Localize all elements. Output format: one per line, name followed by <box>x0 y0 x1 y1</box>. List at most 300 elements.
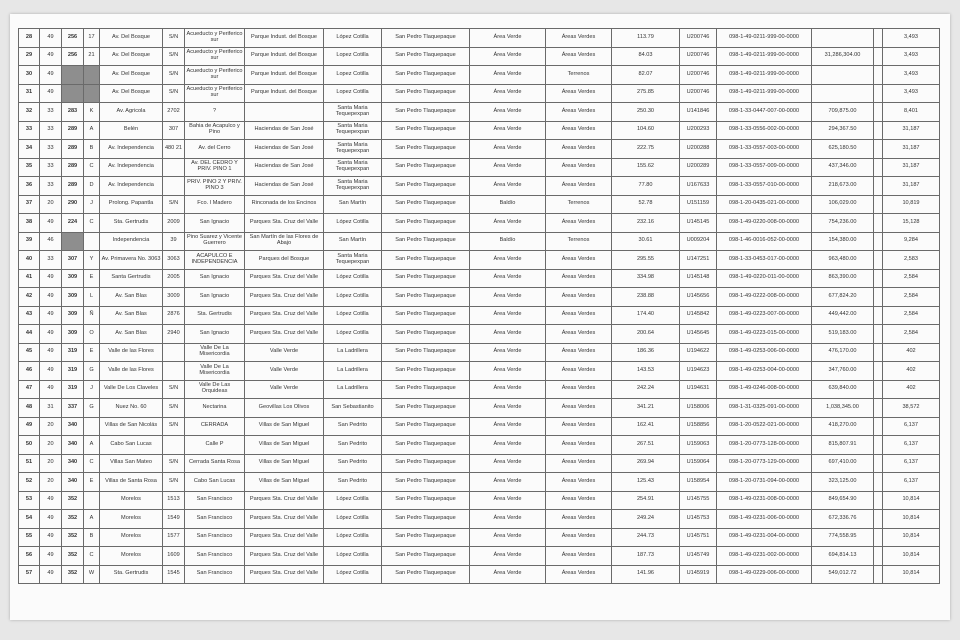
cell-land-use: Área Verde <box>470 417 546 436</box>
cell-value: 323,125.00 <box>812 473 874 492</box>
cell-land-use: Área Verde <box>470 140 546 159</box>
cell-value: 639,840.00 <box>812 380 874 399</box>
cell-colony: López Cotilla <box>324 325 382 344</box>
cell-area: 104.60 <box>612 121 680 140</box>
cell-ext-number <box>163 158 185 177</box>
cell-account-number: U145749 <box>680 547 717 566</box>
cell-block: 256 <box>62 29 84 48</box>
table-row <box>19 399 940 418</box>
cell-ext-number: S/N <box>163 473 185 492</box>
cell-cadastral-key: 098-1-46-0016-052-00-0000 <box>717 232 812 251</box>
cell-zone: 3,493 <box>883 29 940 48</box>
cell-area: 30.61 <box>612 232 680 251</box>
cell-land-use: Área Verde <box>470 510 546 529</box>
cell-row-number: 42 <box>19 288 40 307</box>
cell-value: 476,170.00 <box>812 343 874 362</box>
cell-category: Áreas Verdes <box>546 436 612 455</box>
cell-cadastral-key: 098-1-20-0773-129-00-0000 <box>717 454 812 473</box>
cell-value: 709,875.00 <box>812 103 874 122</box>
cell-lot <box>84 84 100 103</box>
cell-land-use: Área Verde <box>470 343 546 362</box>
cell-colony: Lopez Cotilla <box>324 84 382 103</box>
cell-row-number: 41 <box>19 269 40 288</box>
cell-category: Terrenos <box>546 66 612 85</box>
cell-lot <box>84 491 100 510</box>
cell-street: Av. Del Bosque <box>100 84 163 103</box>
cell-row-number: 50 <box>19 436 40 455</box>
cell-cadastral-key: 098-1-20-0731-094-00-0000 <box>717 473 812 492</box>
cell-land-use: Área Verde <box>470 84 546 103</box>
cell-colony: López Cotilla <box>324 491 382 510</box>
cell-sector: 49 <box>40 306 62 325</box>
cell-account-number: U194622 <box>680 343 717 362</box>
column-spacer <box>874 251 883 270</box>
cell-land-use: Área Verde <box>470 214 546 233</box>
cell-land-use: Área Verde <box>470 251 546 270</box>
table-row <box>19 380 940 399</box>
cell-value <box>812 29 874 48</box>
cell-value: 963,480.00 <box>812 251 874 270</box>
cell-block: 224 <box>62 214 84 233</box>
cell-sector: 49 <box>40 362 62 381</box>
cell-area: 186.36 <box>612 343 680 362</box>
cell-sector: 49 <box>40 528 62 547</box>
cell-ext-number: S/N <box>163 454 185 473</box>
cell-street: Morelos <box>100 491 163 510</box>
cell-street: Av. Del Bosque <box>100 47 163 66</box>
cell-account-number: U145842 <box>680 306 717 325</box>
cell-block: 309 <box>62 306 84 325</box>
cell-street: Morelos <box>100 510 163 529</box>
cell-cadastral-key: 098-1-49-0211-999-00-0000 <box>717 29 812 48</box>
cell-colony: La Ladrillera <box>324 343 382 362</box>
cell-block: 309 <box>62 269 84 288</box>
cell-cadastral-key: 098-1-49-0229-006-00-0000 <box>717 565 812 584</box>
cell-zone: 6,137 <box>883 417 940 436</box>
cell-street: Sta. Gertrudis <box>100 214 163 233</box>
cell-colony: Santa Maria Tequepexpan <box>324 121 382 140</box>
cell-zone: 402 <box>883 362 940 381</box>
cell-area: 113.79 <box>612 29 680 48</box>
column-spacer <box>874 103 883 122</box>
cell-row-number: 40 <box>19 251 40 270</box>
cell-cadastral-key: 098-1-33-0557-003-00-0000 <box>717 140 812 159</box>
cell-category: Áreas Verdes <box>546 29 612 48</box>
cell-lot: E <box>84 269 100 288</box>
cell-block: 352 <box>62 528 84 547</box>
column-spacer <box>874 343 883 362</box>
cell-colony: Lopez Cotilla <box>324 66 382 85</box>
cell-category: Áreas Verdes <box>546 399 612 418</box>
cell-category: Áreas Verdes <box>546 214 612 233</box>
cell-account-number: U194631 <box>680 380 717 399</box>
cell-zone: 402 <box>883 343 940 362</box>
cell-municipality: San Pedro Tlaquepaque <box>382 47 470 66</box>
column-spacer <box>874 214 883 233</box>
cell-sector: 31 <box>40 399 62 418</box>
cell-sector: 33 <box>40 177 62 196</box>
cell-municipality: San Pedro Tlaquepaque <box>382 269 470 288</box>
cell-street: Av. Del Bosque <box>100 29 163 48</box>
cell-zone: 8,401 <box>883 103 940 122</box>
cell-account-number: U158856 <box>680 417 717 436</box>
cell-cadastral-key: 098-1-49-0231-004-00-0000 <box>717 528 812 547</box>
cell-municipality: San Pedro Tlaquepaque <box>382 158 470 177</box>
cell-municipality: San Pedro Tlaquepaque <box>382 473 470 492</box>
cell-row-number: 35 <box>19 158 40 177</box>
cell-ext-number: 1609 <box>163 547 185 566</box>
cell-ext-number: 39 <box>163 232 185 251</box>
cell-colony: López Cotilla <box>324 510 382 529</box>
table-row <box>19 288 940 307</box>
column-spacer <box>874 510 883 529</box>
cell-account-number: U200746 <box>680 66 717 85</box>
cell-ext-number <box>163 362 185 381</box>
cell-cross-streets: San Francisco <box>185 491 245 510</box>
cell-municipality: San Pedro Tlaquepaque <box>382 399 470 418</box>
cell-zone: 6,137 <box>883 454 940 473</box>
cell-sector: 49 <box>40 343 62 362</box>
cell-category: Áreas Verdes <box>546 177 612 196</box>
cell-cadastral-key: 098-1-33-0556-002-00-0000 <box>717 121 812 140</box>
cell-category: Áreas Verdes <box>546 380 612 399</box>
cell-row-number: 54 <box>19 510 40 529</box>
cell-land-use: Área Verde <box>470 325 546 344</box>
cell-subdivision: Parques Sta. Cruz del Valle <box>245 491 324 510</box>
cell-ext-number <box>163 177 185 196</box>
column-spacer <box>874 288 883 307</box>
cell-cross-streets: Cabo San Lucas <box>185 473 245 492</box>
cell-category: Áreas Verdes <box>546 306 612 325</box>
cell-land-use: Área Verde <box>470 103 546 122</box>
cell-colony: San Pedrito <box>324 473 382 492</box>
table-row <box>19 473 940 492</box>
cell-value: 677,824.20 <box>812 288 874 307</box>
cell-area: 187.73 <box>612 547 680 566</box>
table-row <box>19 195 940 214</box>
table-row <box>19 565 940 584</box>
cell-municipality: San Pedro Tlaquepaque <box>382 232 470 251</box>
cell-municipality: San Pedro Tlaquepaque <box>382 251 470 270</box>
cell-cross-streets: Bahia de Acapulco y Pino <box>185 121 245 140</box>
cell-municipality: San Pedro Tlaquepaque <box>382 177 470 196</box>
cell-account-number: U009204 <box>680 232 717 251</box>
cell-value: 106,029.00 <box>812 195 874 214</box>
cell-block: 352 <box>62 547 84 566</box>
cell-sector: 49 <box>40 565 62 584</box>
cell-land-use: Área Verde <box>470 121 546 140</box>
cell-block <box>62 66 84 85</box>
cell-subdivision: Haciendas de San José <box>245 177 324 196</box>
cell-value: 154,380.00 <box>812 232 874 251</box>
cell-municipality: San Pedro Tlaquepaque <box>382 380 470 399</box>
cell-sector: 33 <box>40 103 62 122</box>
cell-block: 319 <box>62 380 84 399</box>
table-row <box>19 140 940 159</box>
cell-street: Av. Independencia <box>100 140 163 159</box>
cell-area: 232.16 <box>612 214 680 233</box>
cell-area: 244.73 <box>612 528 680 547</box>
column-spacer <box>874 362 883 381</box>
cell-value: 31,286,304.00 <box>812 47 874 66</box>
cell-account-number: U145751 <box>680 528 717 547</box>
cell-zone: 9,284 <box>883 232 940 251</box>
cell-area: 143.53 <box>612 362 680 381</box>
cell-block: 309 <box>62 288 84 307</box>
cell-lot: J <box>84 195 100 214</box>
cell-ext-number: 1513 <box>163 491 185 510</box>
cell-land-use: Área Verde <box>470 565 546 584</box>
cell-municipality: San Pedro Tlaquepaque <box>382 66 470 85</box>
cell-sector: 46 <box>40 232 62 251</box>
cell-category: Áreas Verdes <box>546 510 612 529</box>
cell-area: 200.64 <box>612 325 680 344</box>
cell-municipality: San Pedro Tlaquepaque <box>382 288 470 307</box>
cell-zone: 10,814 <box>883 547 940 566</box>
cell-area: 242.24 <box>612 380 680 399</box>
cell-cadastral-key: 098-1-49-0231-002-00-0000 <box>717 547 812 566</box>
cell-colony: Santa Maria Tequepexpan <box>324 251 382 270</box>
cell-ext-number: S/N <box>163 84 185 103</box>
cell-block: 352 <box>62 565 84 584</box>
cell-row-number: 37 <box>19 195 40 214</box>
cell-land-use: Área Verde <box>470 288 546 307</box>
cell-sector: 49 <box>40 214 62 233</box>
cell-account-number: U141846 <box>680 103 717 122</box>
cell-account-number: U167633 <box>680 177 717 196</box>
cell-colony: Lopez Cotilla <box>324 47 382 66</box>
cell-street: Av. San Blas <box>100 288 163 307</box>
cell-subdivision: Parques del Bosque <box>245 251 324 270</box>
cell-category: Áreas Verdes <box>546 288 612 307</box>
scanned-document-page <box>10 14 950 620</box>
cell-lot: E <box>84 343 100 362</box>
cell-colony: López Cotilla <box>324 214 382 233</box>
cell-colony: San Martín <box>324 195 382 214</box>
cell-land-use: Área Verde <box>470 528 546 547</box>
cell-colony: San Martín <box>324 232 382 251</box>
cell-zone: 2,584 <box>883 269 940 288</box>
cell-area: 267.51 <box>612 436 680 455</box>
cell-subdivision: Villas de San Miguel <box>245 473 324 492</box>
cell-lot: B <box>84 140 100 159</box>
cell-sector: 33 <box>40 140 62 159</box>
cell-cadastral-key: 098-1-33-0453-017-00-0000 <box>717 251 812 270</box>
cell-sector: 49 <box>40 547 62 566</box>
cell-land-use: Baldío <box>470 195 546 214</box>
cell-ext-number: 1577 <box>163 528 185 547</box>
cell-value: 863,390.00 <box>812 269 874 288</box>
cell-subdivision: Valle Verde <box>245 343 324 362</box>
cell-land-use: Área Verde <box>470 177 546 196</box>
cell-municipality: San Pedro Tlaquepaque <box>382 84 470 103</box>
cell-municipality: San Pedro Tlaquepaque <box>382 214 470 233</box>
cell-subdivision: Parque Indust. del Bosque <box>245 47 324 66</box>
cell-subdivision: Parques Sta. Cruz del Valle <box>245 528 324 547</box>
cell-area: 162.41 <box>612 417 680 436</box>
cell-ext-number: 1549 <box>163 510 185 529</box>
table-row <box>19 528 940 547</box>
cell-block: 352 <box>62 491 84 510</box>
cell-zone: 10,814 <box>883 491 940 510</box>
cell-subdivision: Haciendas de San José <box>245 140 324 159</box>
table-row <box>19 269 940 288</box>
cell-land-use: Área Verde <box>470 436 546 455</box>
column-spacer <box>874 528 883 547</box>
cell-street: Villas de San Nicolás <box>100 417 163 436</box>
cell-sector: 49 <box>40 380 62 399</box>
cell-zone: 10,819 <box>883 195 940 214</box>
cell-zone: 2,583 <box>883 251 940 270</box>
cell-cadastral-key: 098-1-49-0211-999-00-0000 <box>717 84 812 103</box>
cell-colony: San Sebastianito <box>324 399 382 418</box>
cell-cadastral-key: 098-1-49-0223-015-00-0000 <box>717 325 812 344</box>
cell-lot: O <box>84 325 100 344</box>
table-row <box>19 547 940 566</box>
cell-cadastral-key: 098-1-49-0220-008-00-0000 <box>717 214 812 233</box>
cell-lot: C <box>84 547 100 566</box>
cell-street: Villas San Mateo <box>100 454 163 473</box>
cell-category: Áreas Verdes <box>546 547 612 566</box>
column-spacer <box>874 84 883 103</box>
column-spacer <box>874 177 883 196</box>
cell-value: 672,336.76 <box>812 510 874 529</box>
cell-cross-streets: San Francisco <box>185 565 245 584</box>
cell-subdivision: Parques Sta. Cruz del Valle <box>245 214 324 233</box>
cell-row-number: 52 <box>19 473 40 492</box>
table-row <box>19 417 940 436</box>
cell-land-use: Área Verde <box>470 29 546 48</box>
cell-colony: San Pedrito <box>324 417 382 436</box>
cell-cadastral-key: 098-1-49-0253-006-00-0000 <box>717 343 812 362</box>
column-spacer <box>874 66 883 85</box>
cell-subdivision: Parques Sta. Cruz del Valle <box>245 510 324 529</box>
cell-cadastral-key: 098-1-49-0231-006-00-0000 <box>717 510 812 529</box>
cell-subdivision: Parques Sta. Cruz del Valle <box>245 269 324 288</box>
table-row <box>19 103 940 122</box>
cell-lot: E <box>84 473 100 492</box>
cell-street: Av. Primavera No. 3063 <box>100 251 163 270</box>
cell-ext-number: S/N <box>163 29 185 48</box>
table-row <box>19 362 940 381</box>
cell-zone: 402 <box>883 380 940 399</box>
column-spacer <box>874 436 883 455</box>
table-row <box>19 454 940 473</box>
cell-category: Áreas Verdes <box>546 269 612 288</box>
cell-row-number: 43 <box>19 306 40 325</box>
cell-lot: A <box>84 436 100 455</box>
cell-cross-streets: Valle De Las Orquideas <box>185 380 245 399</box>
cell-lot: G <box>84 362 100 381</box>
cell-lot: L <box>84 288 100 307</box>
column-spacer <box>874 158 883 177</box>
cell-ext-number: 480 21 <box>163 140 185 159</box>
cell-cadastral-key: 098-1-49-0223-007-00-0000 <box>717 306 812 325</box>
cell-lot: D <box>84 177 100 196</box>
cell-block: 289 <box>62 158 84 177</box>
cell-area: 254.91 <box>612 491 680 510</box>
cell-area: 249.24 <box>612 510 680 529</box>
table-row <box>19 343 940 362</box>
cell-row-number: 33 <box>19 121 40 140</box>
cell-category: Áreas Verdes <box>546 47 612 66</box>
cell-row-number: 57 <box>19 565 40 584</box>
cell-municipality: San Pedro Tlaquepaque <box>382 140 470 159</box>
cell-area: 222.75 <box>612 140 680 159</box>
cell-lot: W <box>84 565 100 584</box>
column-spacer <box>874 417 883 436</box>
cell-colony: La Ladrillera <box>324 362 382 381</box>
cell-account-number: U200746 <box>680 84 717 103</box>
cell-account-number: U145753 <box>680 510 717 529</box>
cell-municipality: San Pedro Tlaquepaque <box>382 325 470 344</box>
cell-cross-streets: Av. DEL CEDRO Y PRIV. PINO 1 <box>185 158 245 177</box>
cell-cross-streets: Nectarina <box>185 399 245 418</box>
cell-sector: 20 <box>40 195 62 214</box>
cell-ext-number: S/N <box>163 66 185 85</box>
cell-category: Áreas Verdes <box>546 84 612 103</box>
cell-block: 290 <box>62 195 84 214</box>
cell-street: Av. Agricola <box>100 103 163 122</box>
table-row <box>19 158 940 177</box>
cell-sector: 49 <box>40 29 62 48</box>
cell-row-number: 31 <box>19 84 40 103</box>
cell-subdivision: San Martín de las Flores de Abajo <box>245 232 324 251</box>
cell-cross-streets: San Ignacio <box>185 288 245 307</box>
cell-value <box>812 66 874 85</box>
cell-colony: La Ladrillera <box>324 380 382 399</box>
cell-subdivision: Parques Sta. Cruz del Valle <box>245 547 324 566</box>
cell-category: Áreas Verdes <box>546 121 612 140</box>
cell-area: 141.96 <box>612 565 680 584</box>
cell-colony: Santa Maria Tequepexpan <box>324 140 382 159</box>
cell-cadastral-key: 098-1-49-0253-004-00-0000 <box>717 362 812 381</box>
cell-street: Av. San Blas <box>100 325 163 344</box>
cell-sector: 49 <box>40 325 62 344</box>
cell-row-number: 28 <box>19 29 40 48</box>
cell-value <box>812 84 874 103</box>
cell-account-number: U147251 <box>680 251 717 270</box>
cell-category: Terrenos <box>546 195 612 214</box>
cell-cadastral-key: 098-1-49-0231-008-00-0000 <box>717 491 812 510</box>
cell-municipality: San Pedro Tlaquepaque <box>382 103 470 122</box>
cell-cadastral-key: 098-1-20-0522-021-00-0000 <box>717 417 812 436</box>
cell-value: 774,558.95 <box>812 528 874 547</box>
cell-block: 283 <box>62 103 84 122</box>
cell-value: 519,183.00 <box>812 325 874 344</box>
cell-block: 309 <box>62 325 84 344</box>
cell-value: 294,367.50 <box>812 121 874 140</box>
cell-account-number: U200289 <box>680 158 717 177</box>
cell-subdivision: Valle Verde <box>245 362 324 381</box>
cell-subdivision: Parques Sta. Cruz del Valle <box>245 306 324 325</box>
cell-row-number: 30 <box>19 66 40 85</box>
cell-subdivision: Rinconada de los Encinos <box>245 195 324 214</box>
cell-area: 125.43 <box>612 473 680 492</box>
table-row <box>19 251 940 270</box>
cell-cross-streets: CERRADA <box>185 417 245 436</box>
cell-account-number: U145645 <box>680 325 717 344</box>
cell-land-use: Área Verde <box>470 473 546 492</box>
cell-sector: 33 <box>40 158 62 177</box>
cell-subdivision: Parques Sta. Cruz del Valle <box>245 288 324 307</box>
cell-colony: López Cotilla <box>324 306 382 325</box>
column-spacer <box>874 269 883 288</box>
cell-value: 815,807.91 <box>812 436 874 455</box>
cell-zone: 6,137 <box>883 436 940 455</box>
cell-municipality: San Pedro Tlaquepaque <box>382 528 470 547</box>
cell-street: Belén <box>100 121 163 140</box>
